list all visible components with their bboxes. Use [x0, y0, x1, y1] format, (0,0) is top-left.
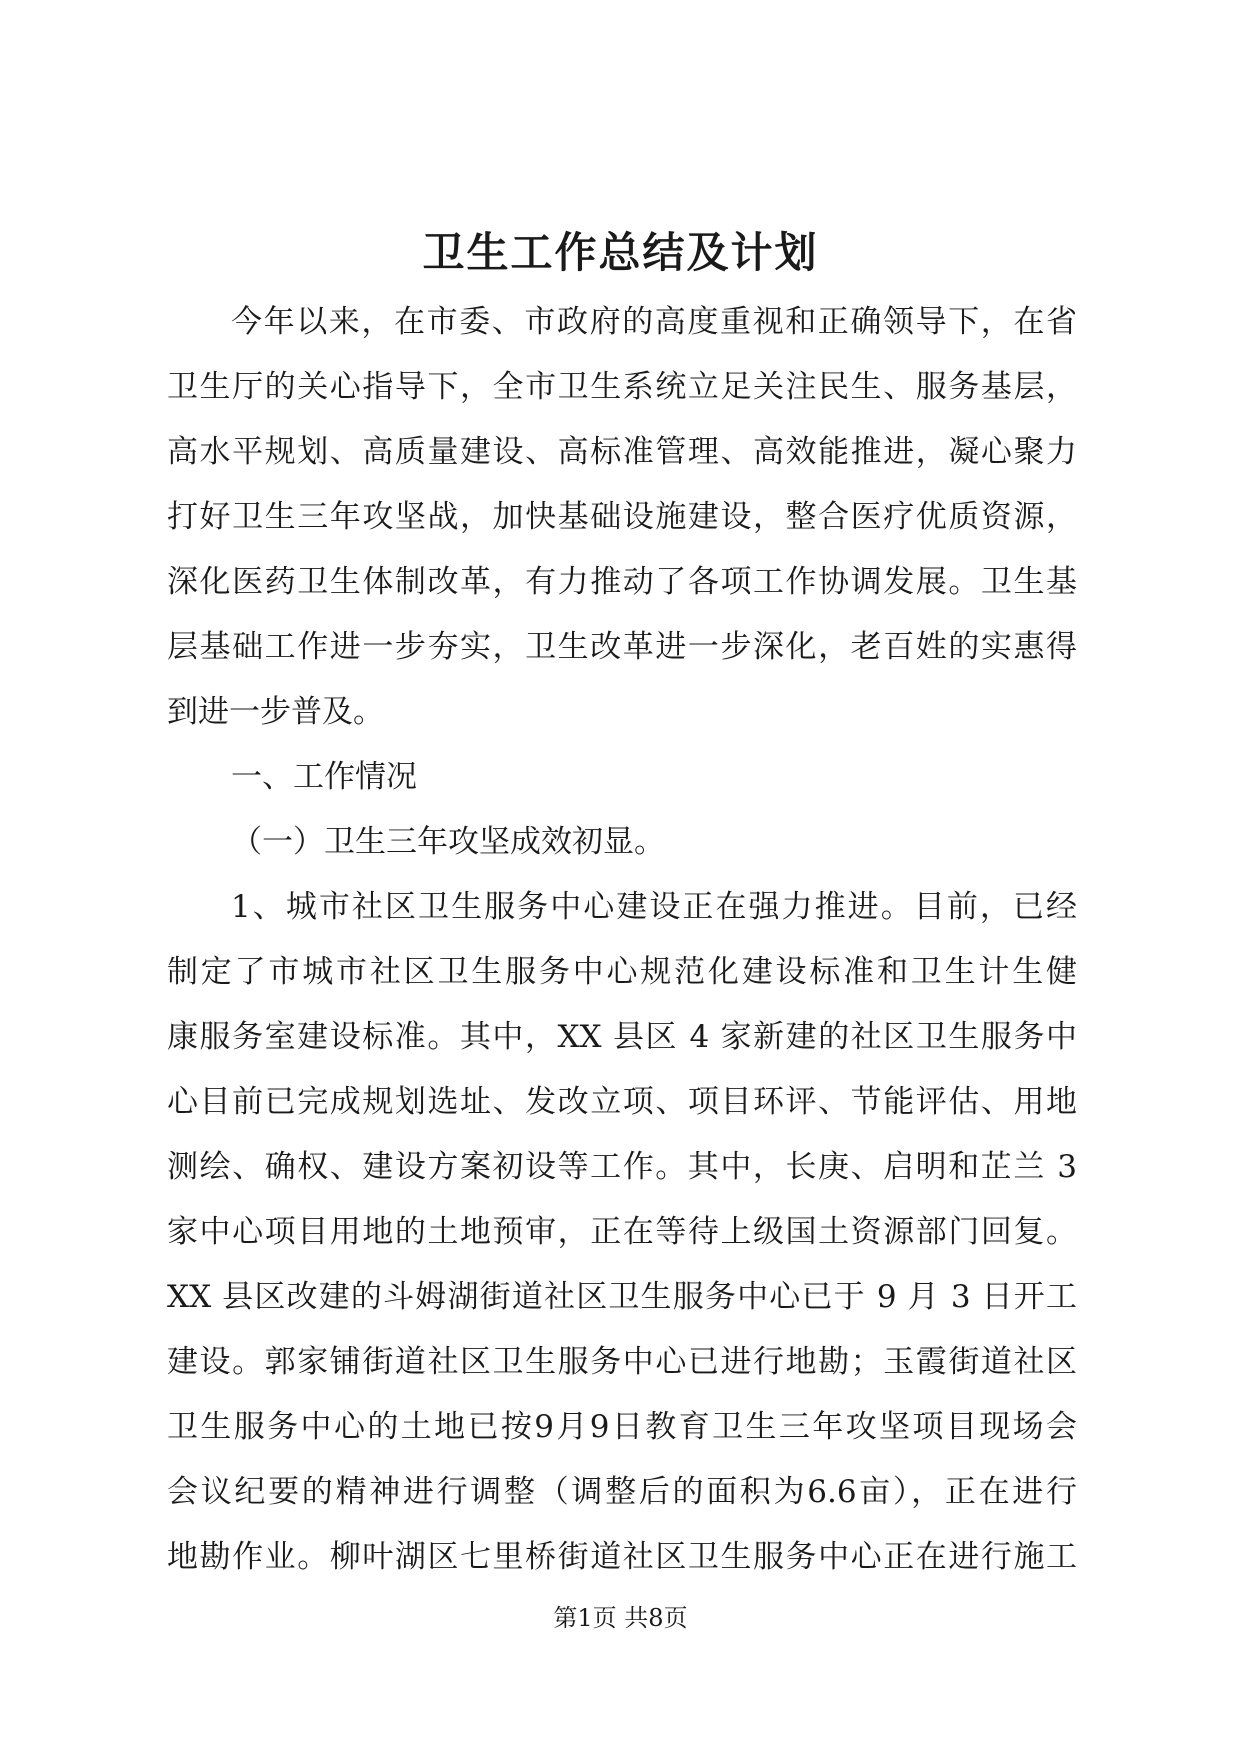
paragraph-line: 卫生服务中心的土地已按9月9日教育卫生三年攻坚项目现场会	[167, 1409, 1077, 1445]
paragraph-line: 层基础工作进一步夯实，卫生改革进一步深化，老百姓的实惠得	[167, 629, 1077, 665]
paragraph-line: 家中心项目用地的土地预审，正在等待上级国土资源部门回复。	[167, 1214, 1077, 1250]
subsection-heading: （一）卫生三年攻坚成效初显。	[231, 824, 665, 860]
page-number-footer: 第1页 共8页	[553, 1604, 688, 1632]
paragraph-line: 地勘作业。柳叶湖区七里桥街道社区卫生服务中心正在进行施工	[167, 1539, 1077, 1575]
paragraph-line: 测绘、确权、建设方案初设等工作。其中，长庚、启明和芷兰 3	[167, 1149, 1077, 1185]
paragraph-line: 深化医药卫生体制改革，有力推动了各项工作协调发展。卫生基	[167, 564, 1077, 600]
paragraph-line: 心目前已完成规划选址、发改立项、项目环评、节能评估、用地	[167, 1084, 1077, 1120]
document-title: 卫生工作总结及计划	[422, 228, 819, 277]
paragraph-line: 1、城市社区卫生服务中心建设正在强力推进。目前，已经	[231, 889, 1077, 925]
paragraph-line: 高水平规划、高质量建设、高标准管理、高效能推进，凝心聚力	[167, 434, 1077, 470]
paragraph-line: 会议纪要的精神进行调整（调整后的面积为6.6亩），正在进行	[167, 1474, 1077, 1510]
paragraph-line: 卫生厅的关心指导下，全市卫生系统立足关注民生、服务基层，	[167, 369, 1077, 405]
paragraph-line: 康服务室建设标准。其中，XX 县区 4 家新建的社区卫生服务中	[167, 1019, 1077, 1055]
document-body	[167, 292, 1077, 1592]
paragraph-line: 到进一步普及。	[167, 694, 384, 730]
section-heading: 一、工作情况	[231, 759, 417, 795]
paragraph-line: 建设。郭家铺街道社区卫生服务中心已进行地勘；玉霞街道社区	[167, 1344, 1077, 1380]
paragraph-line: 制定了市城市社区卫生服务中心规范化建设标准和卫生计生健	[167, 954, 1077, 990]
paragraph-line: 今年以来，在市委、市政府的高度重视和正确领导下，在省	[231, 304, 1077, 340]
paragraph-line: 打好卫生三年攻坚战，加快基础设施建设，整合医疗优质资源，	[167, 499, 1077, 535]
paragraph-line: XX 县区改建的斗姆湖街道社区卫生服务中心已于 9 月 3 日开工	[167, 1279, 1077, 1315]
